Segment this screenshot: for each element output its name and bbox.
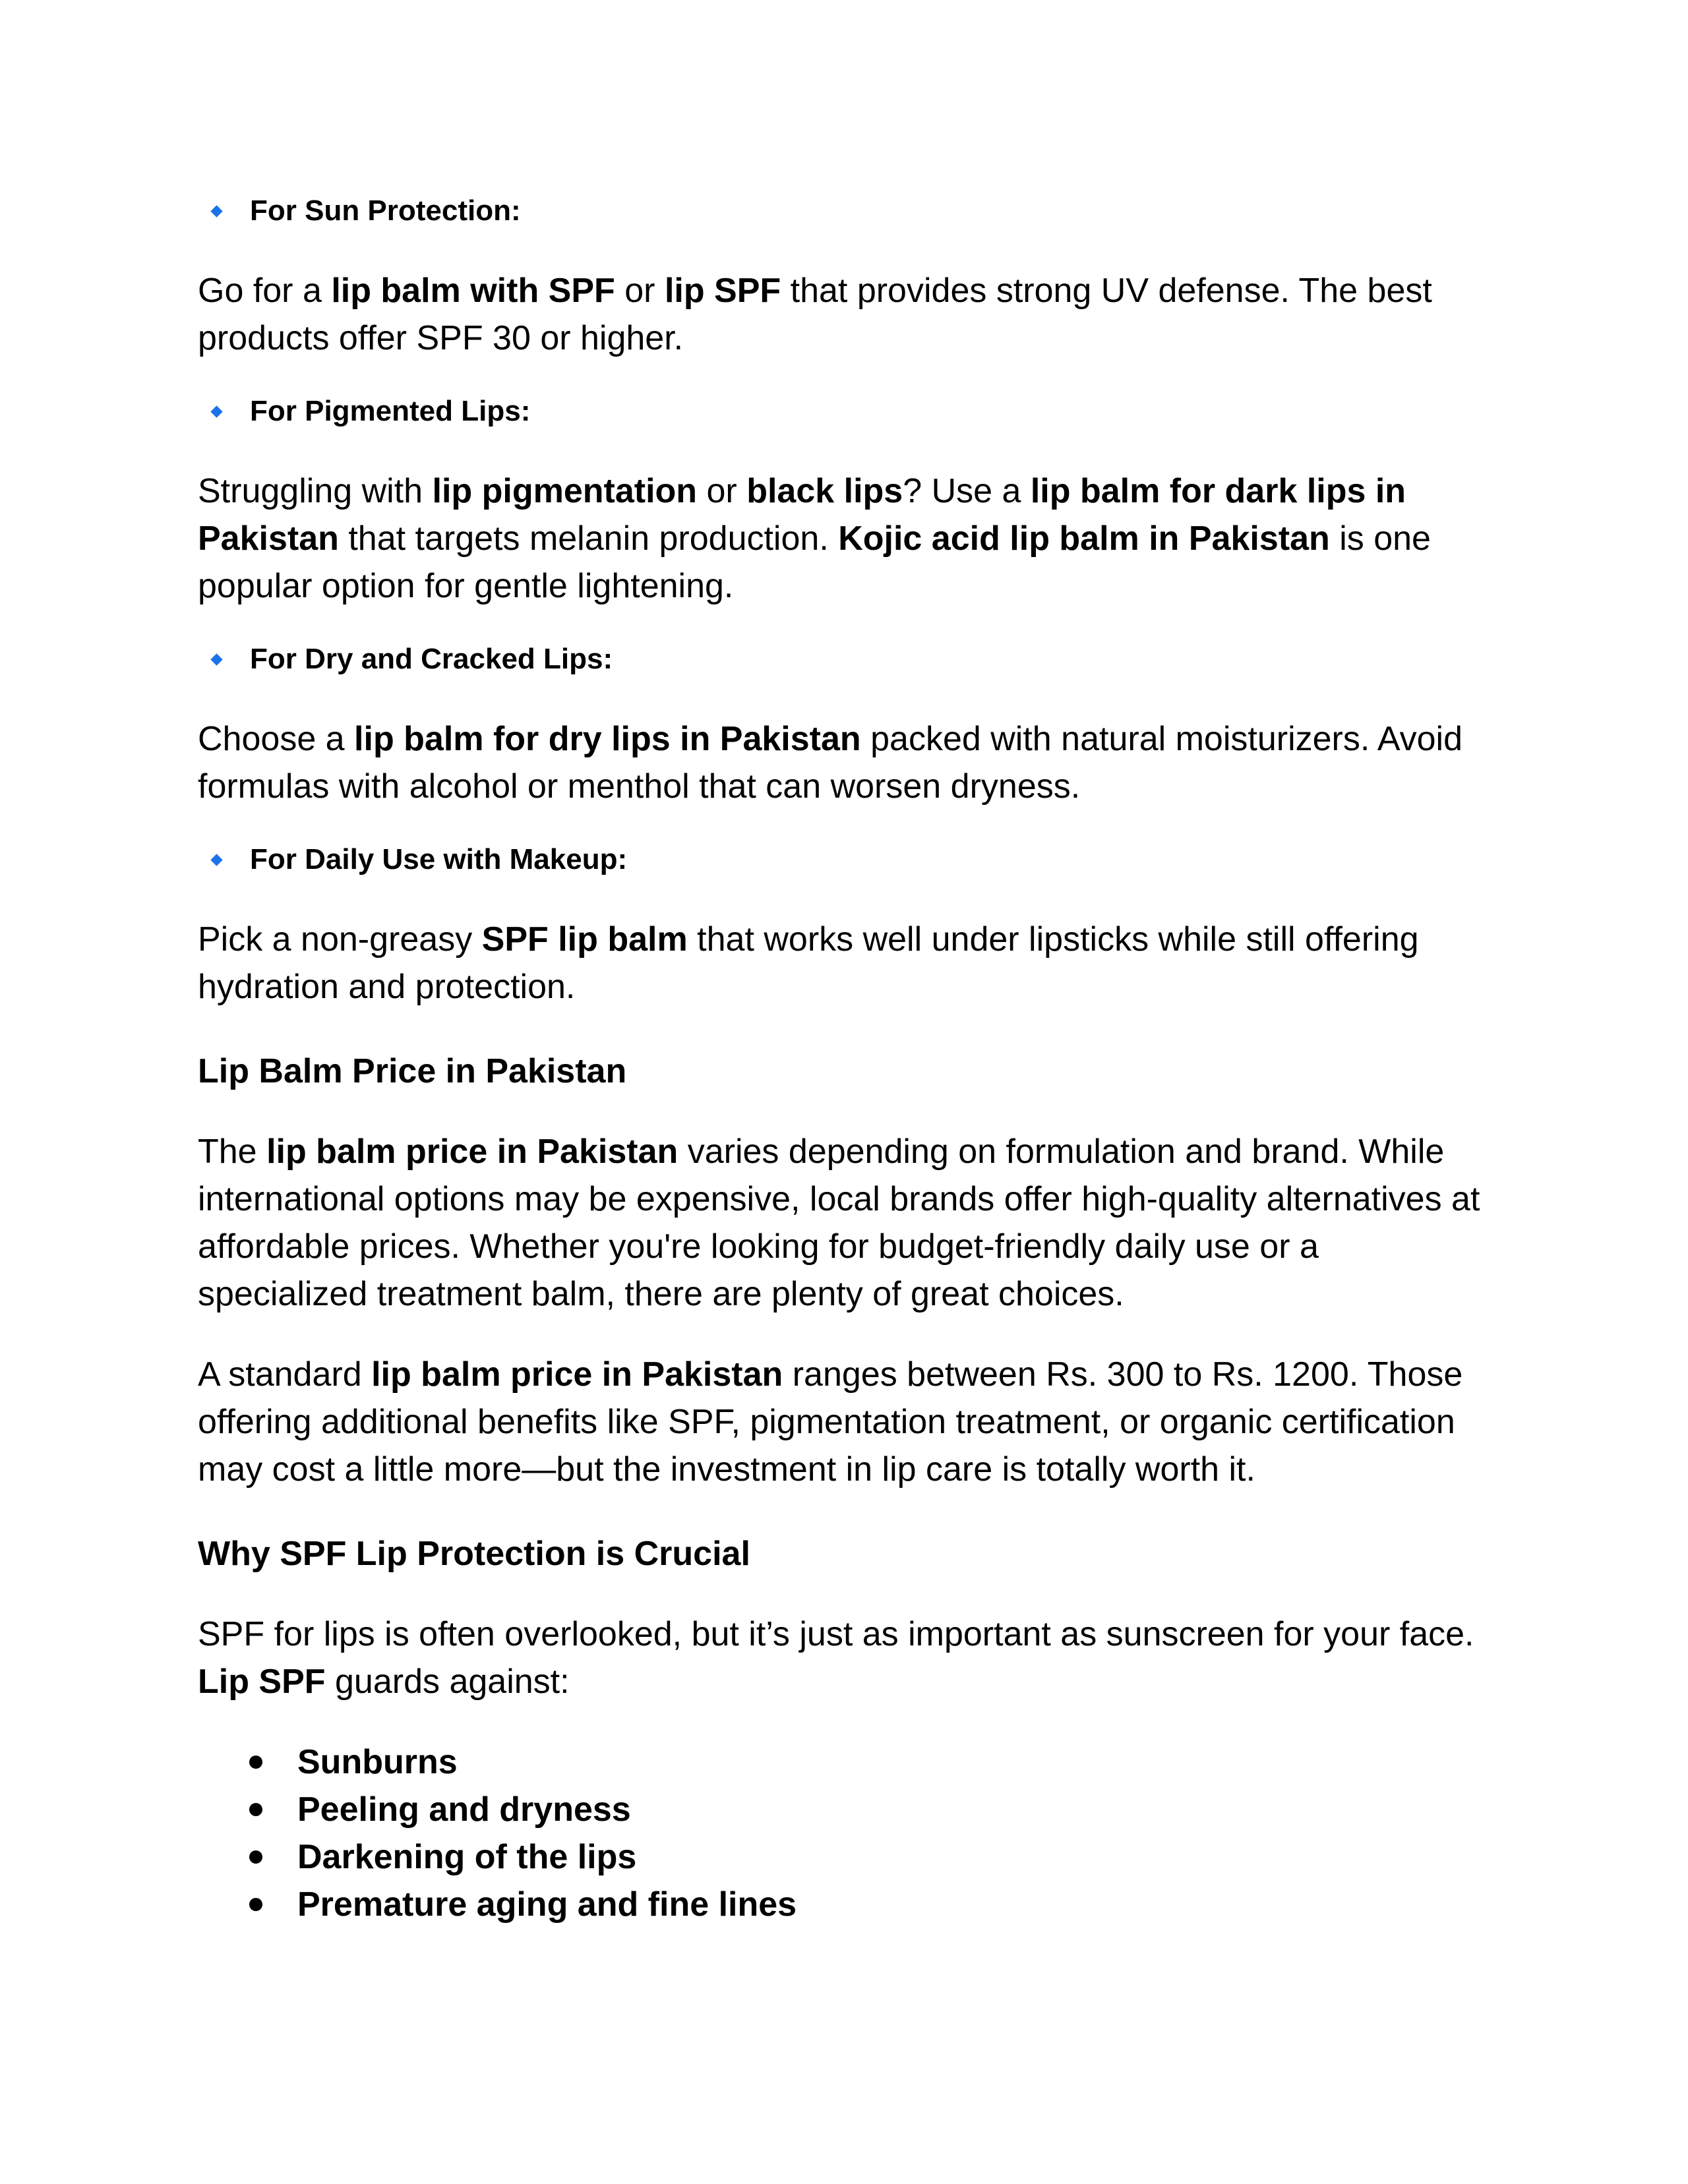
subheading-label: For Pigmented Lips: [250, 395, 531, 427]
heading-why-spf: Why SPF Lip Protection is Crucial [198, 1535, 750, 1573]
bold-run: SPF lip balm [481, 920, 688, 959]
bold-run: lip balm with SPF [331, 272, 615, 310]
subheading-label: For Sun Protection: [250, 194, 521, 227]
list-item [198, 1881, 1490, 1928]
diamond-bullet-icon [210, 405, 222, 417]
text-run: varies depending on formulation and brand. While international options may be expensive, local brands offer high-quality alternatives at affordable prices. Whether you're looking for budget-friendly daily use or a specialized treatment balm, there are plenty of great choices. [198, 1133, 1480, 1313]
subheading-daily-use [198, 840, 1490, 879]
bold-run: black lips [746, 472, 903, 510]
subheading-pigmented-lips [198, 392, 1490, 431]
text-run: Pick a non-greasy [198, 920, 482, 959]
document-content [198, 191, 1490, 1928]
bold-run: lip pigmentation [432, 472, 698, 510]
bold-run: lip balm for dry lips in Pakistan [354, 720, 861, 758]
bullet-dot-icon [249, 1803, 262, 1816]
subheading-label: For Daily Use with Makeup: [250, 843, 628, 875]
text-run: The [198, 1133, 267, 1171]
bold-run: Lip SPF [198, 1663, 326, 1701]
text-run: or [615, 272, 665, 310]
list-item [198, 1786, 1490, 1833]
subheading-label: For Dry and Cracked Lips: [250, 643, 613, 675]
text-run: A standard [198, 1355, 372, 1394]
text-run: is one popular option for gentle lightening. [198, 519, 1431, 605]
text-run: that provides strong UV defense. The best products offer SPF 30 or higher. [198, 272, 1432, 357]
paragraph-sun-protection [198, 267, 1490, 362]
paragraph-price-1 [198, 1128, 1490, 1318]
spf-benefits-list [198, 1738, 1490, 1928]
subheading-dry-lips [198, 639, 1490, 679]
bullet-dot-icon [249, 1850, 262, 1864]
list-item [198, 1833, 1490, 1881]
subheading-sun-protection [198, 191, 1490, 231]
text-run: SPF for lips is often overlooked, but it’s just as important as sunscreen for your face. [198, 1615, 1474, 1653]
bullet-dot-icon [249, 1898, 262, 1911]
text-run: Choose a [198, 720, 355, 758]
diamond-bullet-icon [210, 854, 222, 866]
paragraph-price-2 [198, 1351, 1490, 1493]
bold-run: lip balm price in Pakistan [371, 1355, 783, 1394]
bold-run: lip balm for dark lips in Pakistan [198, 472, 1406, 558]
text-run: ranges between Rs. 300 to Rs. 1200. Those offering additional benefits like SPF, pigmentation treatment, or organic certification may cost a little more—but the investment in lip care is totally worth it. [198, 1355, 1463, 1489]
text-run: Struggling with [198, 472, 433, 510]
text-run: Go for a [198, 272, 332, 310]
list-item-label: Darkening of the lips [297, 1838, 637, 1876]
diamond-bullet-icon [210, 653, 222, 665]
bold-run: lip balm price in Pakistan [266, 1133, 678, 1171]
list-item [198, 1738, 1490, 1786]
list-item-label: Premature aging and fine lines [297, 1885, 797, 1924]
paragraph-daily-use [198, 916, 1490, 1011]
paragraph-pigmented-lips [198, 467, 1490, 610]
list-item-label: Sunburns [297, 1743, 458, 1781]
text-run: packed with natural moisturizers. Avoid formulas with alcohol or menthol that can worsen dryness. [198, 720, 1463, 806]
text-run: guards against: [325, 1663, 570, 1701]
list-item-label: Peeling and dryness [297, 1790, 631, 1829]
bold-run: Kojic acid lip balm in Pakistan [838, 519, 1330, 558]
text-run: that targets melanin production. [338, 519, 839, 558]
heading-lip-balm-price: Lip Balm Price in Pakistan [198, 1052, 627, 1090]
text-run: ? Use a [903, 472, 1031, 510]
paragraph-spf [198, 1610, 1490, 1705]
text-run: that works well under lipsticks while still offering hydration and protection. [198, 920, 1419, 1006]
text-run: or [697, 472, 747, 510]
paragraph-dry-lips [198, 715, 1490, 810]
diamond-bullet-icon [210, 205, 222, 217]
bullet-dot-icon [249, 1756, 262, 1769]
bold-run: lip SPF [664, 272, 781, 310]
